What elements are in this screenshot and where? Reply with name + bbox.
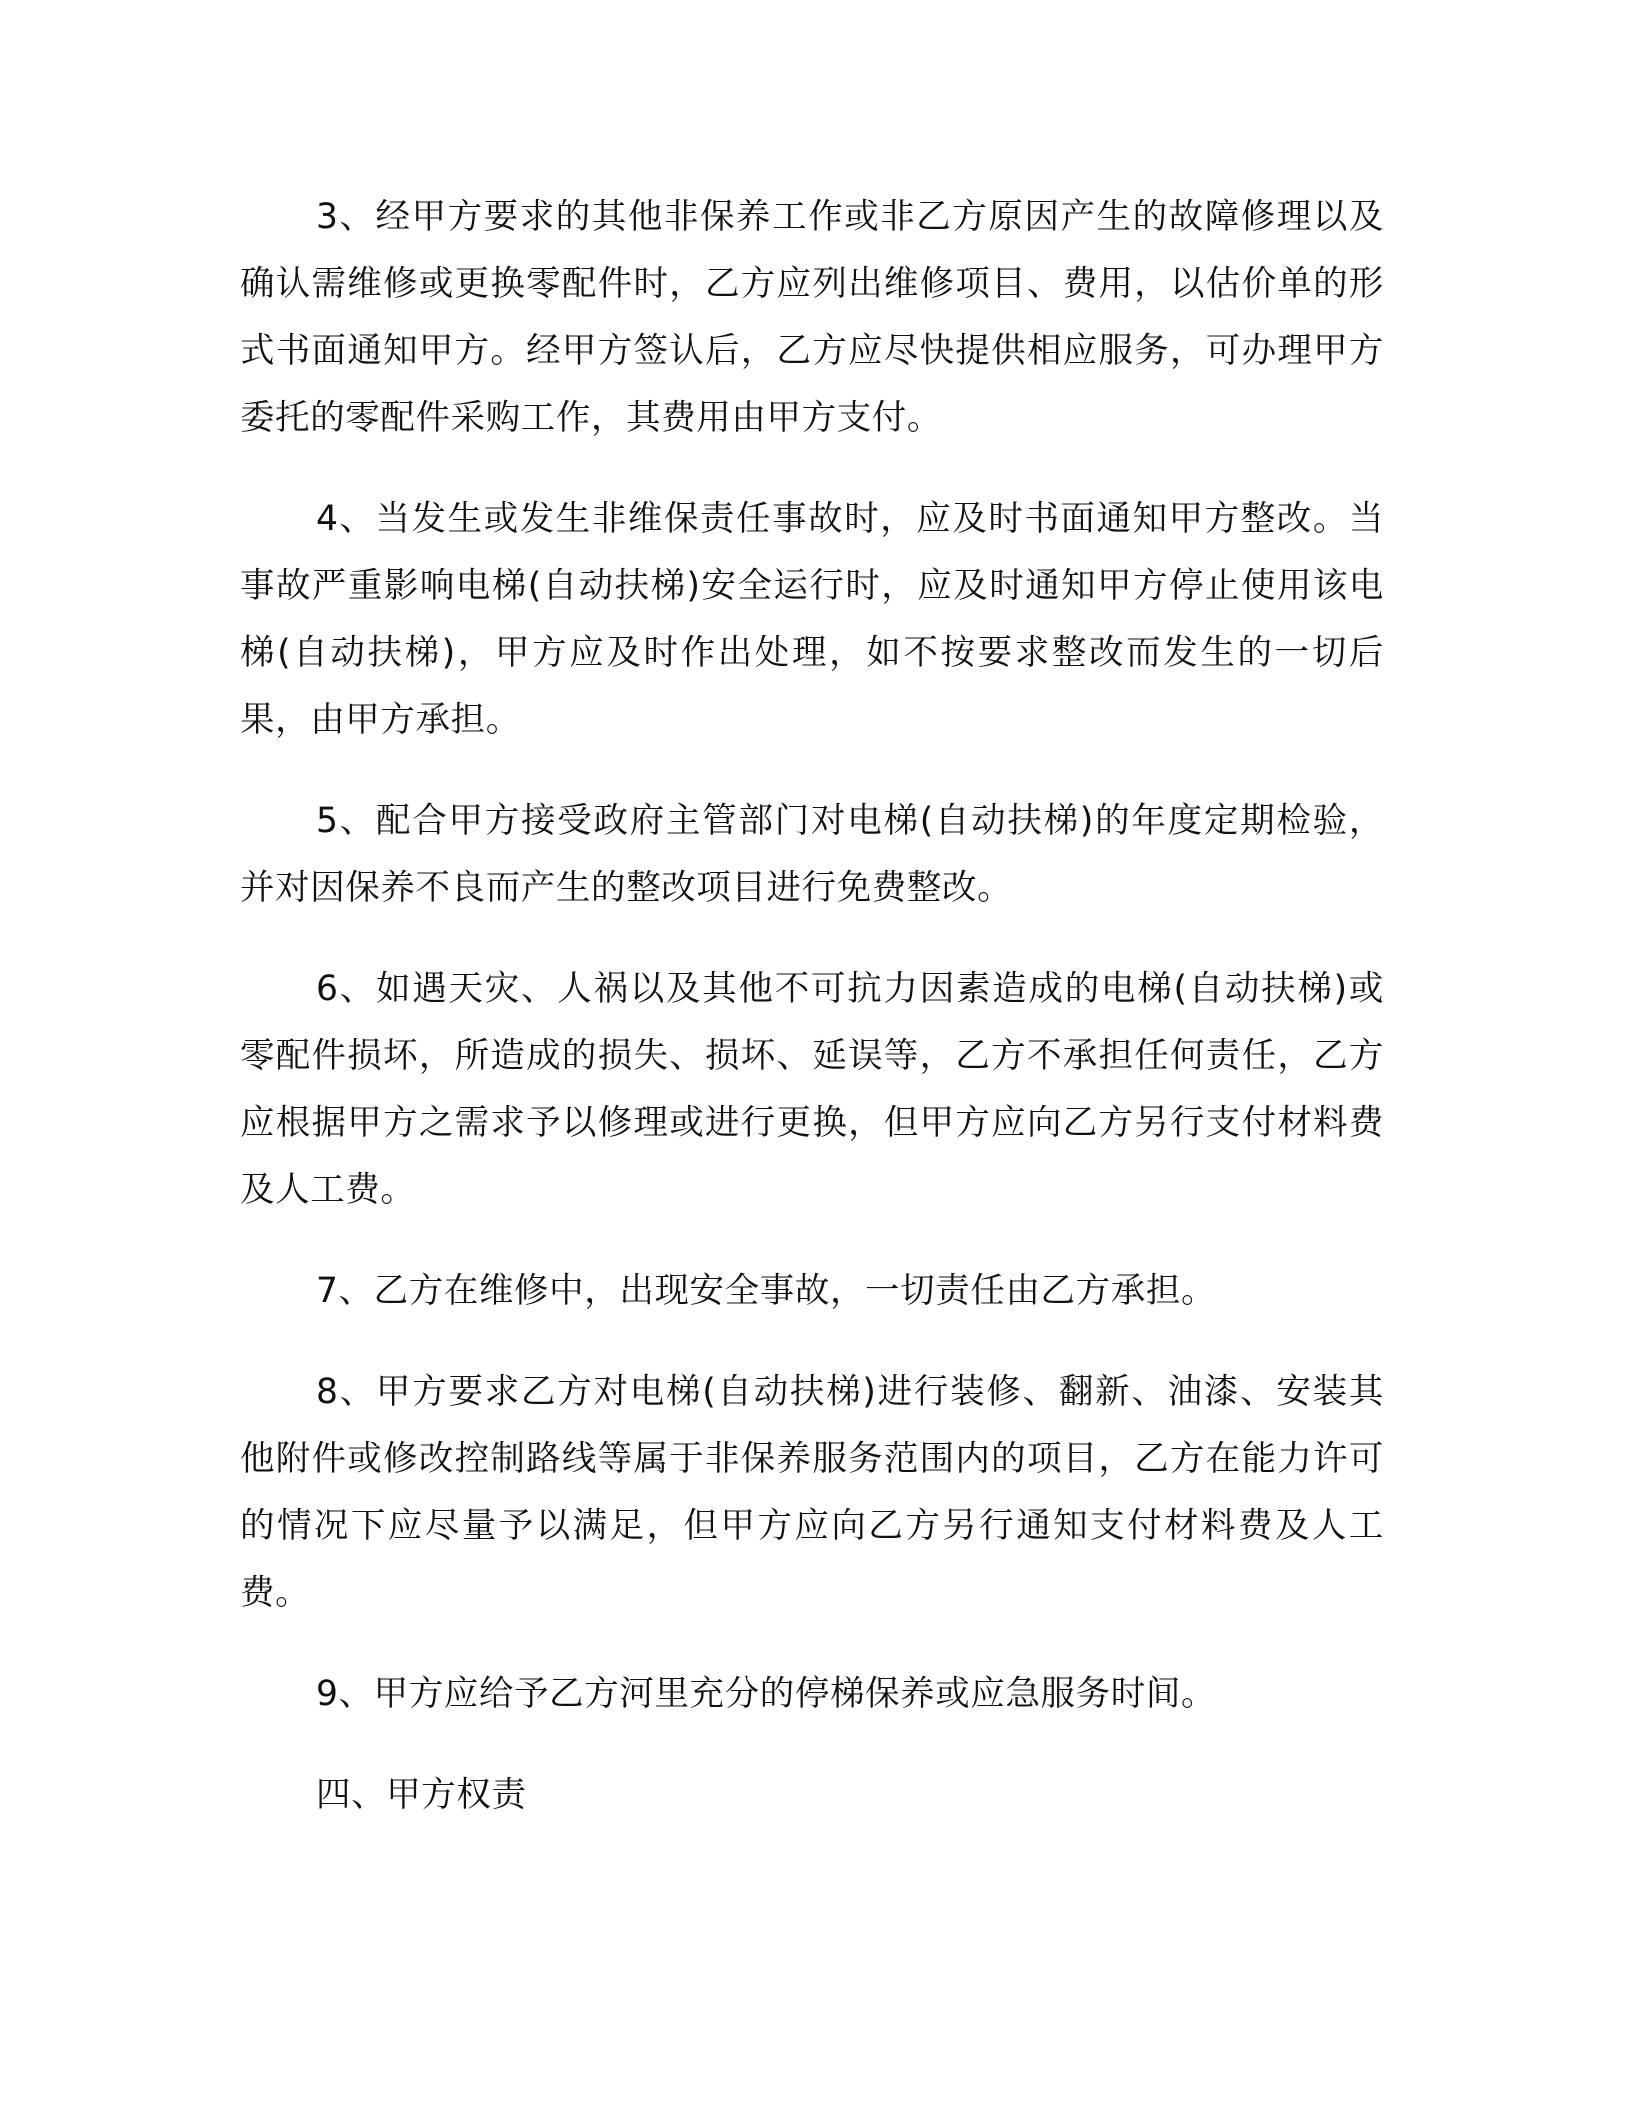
clause-5-paragraph: 5、配合甲方接受政府主管部门对电梯(自动扶梯)的年度定期检验，并对因保养不良而产生的整改项目进行免费整改。 (240, 801, 1384, 908)
clause-3-paragraph: 3、经甲方要求的其他非保养工作或非乙方原因产生的故障修理以及确认需维修或更换零配件时，乙方应列出维修项目、费用，以估价单的形式书面通知甲方。经甲方签认后，乙方应尽快提供相应服务，可办理甲方委托的零配件采购工作，其费用由甲方支付。 (240, 197, 1384, 438)
document-page (240, 184, 1384, 1829)
clause-4-paragraph: 4、当发生或发生非维保责任事故时，应及时书面通知甲方整改。当事故严重影响电梯(自动扶梯)安全运行时，应及时通知甲方停止使用该电梯(自动扶梯)，甲方应及时作出处理，如不按要求整改而发生的一切后果，由甲方承担。 (240, 499, 1384, 740)
clause-9-paragraph: 9、甲方应给予乙方河里充分的停梯保养或应急服务时间。 (316, 1674, 1217, 1714)
clause-8-paragraph: 8、甲方要求乙方对电梯(自动扶梯)进行装修、翻新、油漆、安装其他附件或修改控制路线等属于非保养服务范围内的项目，乙方在能力许可的情况下应尽量予以满足，但甲方应向乙方另行通知支付材料费及人工费。 (240, 1372, 1384, 1613)
section-heading: 四、甲方权责 (316, 1775, 527, 1815)
clause-6-paragraph: 6、如遇天灾、人祸以及其他不可抗力因素造成的电梯(自动扶梯)或零配件损坏，所造成的损失、损坏、延误等，乙方不承担任何责任，乙方应根据甲方之需求予以修理或进行更换，但甲方应向乙方另行支付材料费及人工费。 (240, 969, 1384, 1210)
clause-7-paragraph: 7、乙方在维修中，出现安全事故，一切责任由乙方承担。 (316, 1271, 1217, 1311)
